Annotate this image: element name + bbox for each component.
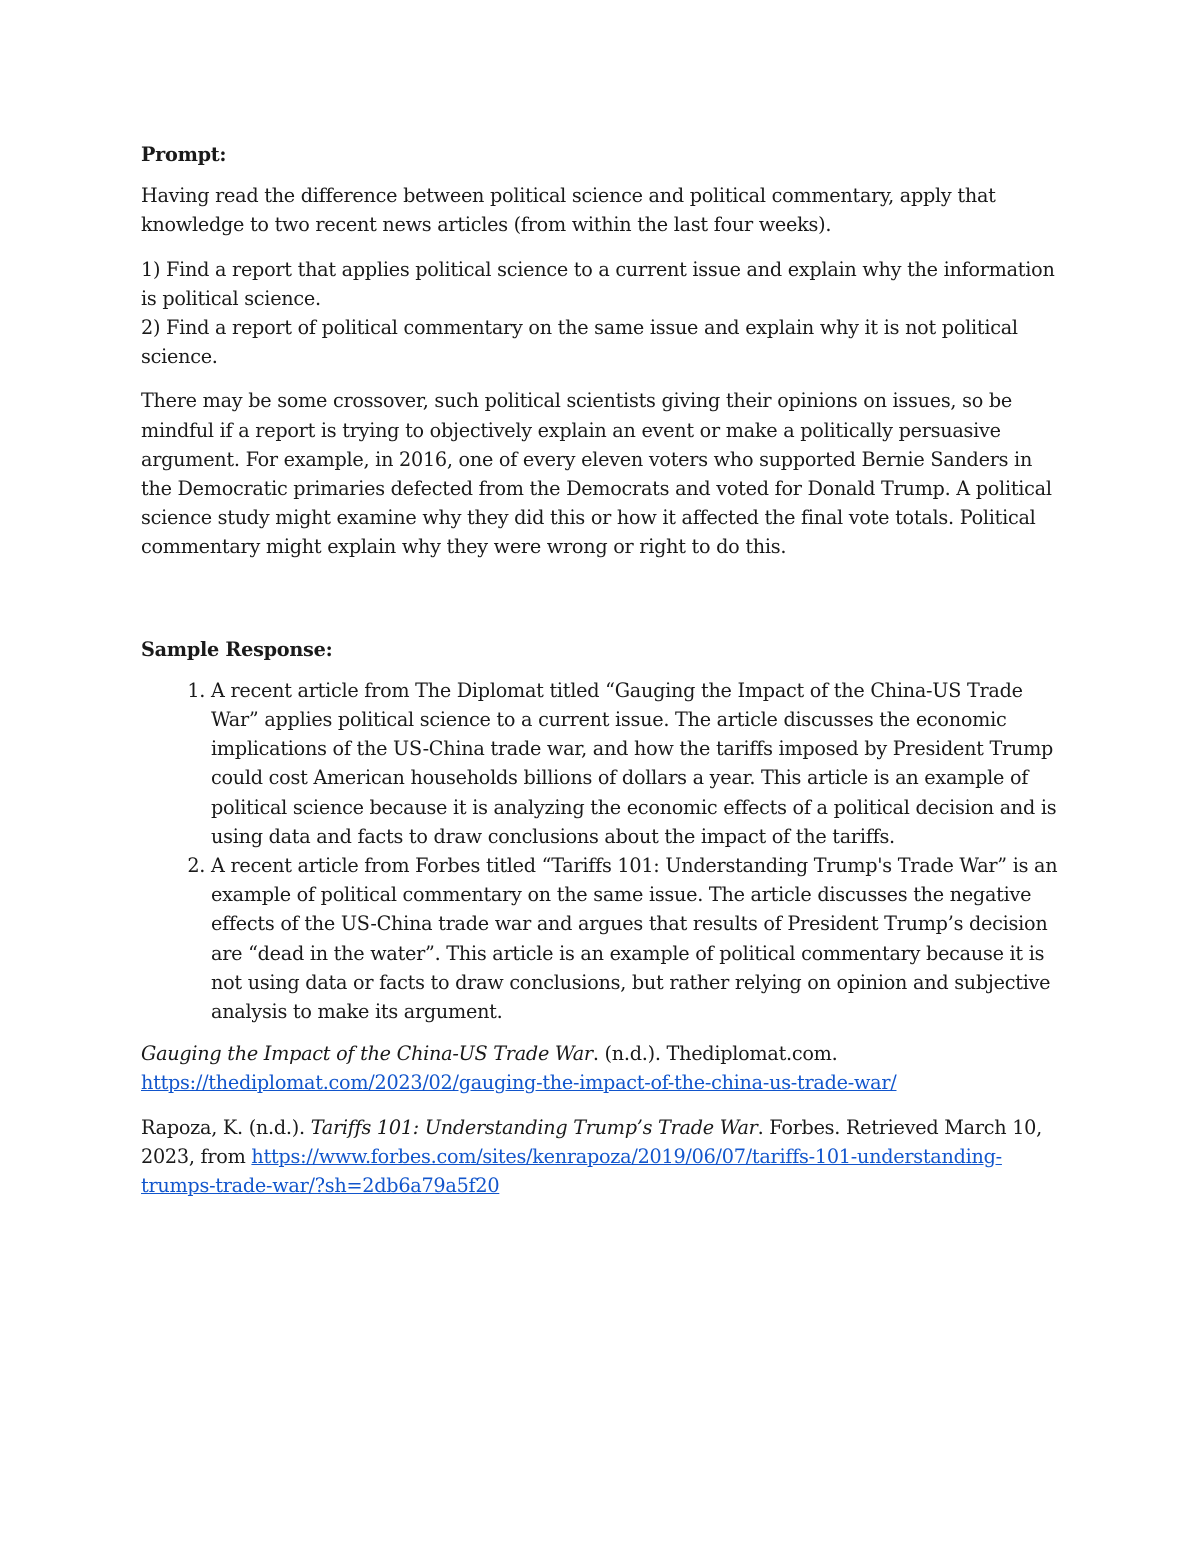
response-list (141, 676, 1061, 1026)
prompt-step-1: 1) Find a report that applies political science to a current issue and explain why the information is political science. (141, 257, 1055, 310)
citation-forbes-source: . Forbes. Retrieved March 10, 2023, from (141, 1115, 1042, 1168)
prompt-heading: Prompt: (141, 143, 227, 166)
citation-diplomat-source: . (n.d.). Thediplomat.com. (592, 1042, 838, 1066)
citation-forbes (141, 1113, 1061, 1201)
prompt-step-2: 2) Find a report of political commentary on the same issue and explain why it is not political science. (141, 316, 1018, 369)
document-page (141, 140, 1061, 1215)
citation-diplomat-link[interactable]: https://thediplomat.com/2023/02/gauging-the-impact-of-the-china-us-trade-war/ (141, 1071, 897, 1095)
citation-diplomat-title: Gauging the Impact of the China-US Trade War (141, 1042, 593, 1066)
section-spacer (141, 577, 1061, 635)
prompt-steps (141, 255, 1061, 372)
prompt-note: There may be some crossover, such political scientists giving their opinions on issues, so be mindful if a report is trying to objectively explain an event or make a politically persuasive argument. For example, in 2016, one of every eleven voters who supported Bernie Sanders in the Democratic primaries defected from the Democrats and voted for Donald Trump. A political science study might examine why they did this or how it affected the final vote totals. Political commentary might explain why they were wrong or right to do this. (141, 389, 1052, 559)
response-item-2: 2. A recent article from Forbes titled “Tariffs 101: Understanding Trump's Trade War” is an example of political commentary on the same issue. The article discusses the negative effects of the US-China trade war and argues that results of President Trump’s decision are “dead in the water”. This article is an example of political commentary because it is not using data or facts to draw conclusions, but rather relying on opinion and subjective analysis to make its argument. (211, 851, 1061, 1026)
citation-forbes-link[interactable]: https://www.forbes.com/sites/kenrapoza/2019/06/07/tariffs-101-understanding-trumps-trade-war/?sh=2db6a79a5f20 (141, 1144, 1002, 1198)
response-item-1: 1. A recent article from The Diplomat titled “Gauging the Impact of the China-US Trade War” applies political science to a current issue. The article discusses the economic implications of the US-China trade war, and how the tariffs imposed by President Trump could cost American households billions of dollars a year. This article is an example of political science because it is analyzing the economic effects of a political decision and is using data and facts to draw conclusions about the impact of the tariffs. (211, 676, 1061, 851)
citation-forbes-author: Rapoza, K. (n.d.). (141, 1115, 311, 1139)
citation-diplomat (141, 1039, 1061, 1097)
prompt-intro: Having read the difference between political science and political commentary, apply that knowledge to two recent news articles (from within the last four weeks). (141, 184, 996, 237)
citation-forbes-title: Tariffs 101: Understanding Trump’s Trade War (310, 1115, 758, 1139)
sample-response-heading: Sample Response: (141, 637, 333, 661)
